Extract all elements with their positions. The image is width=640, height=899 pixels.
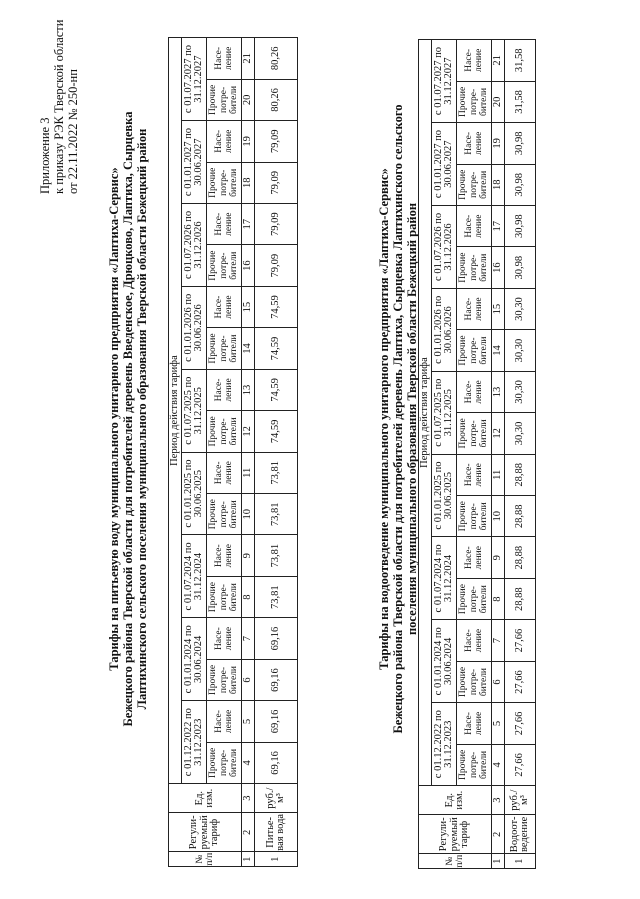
- table1-other-consumers-6: Прочие потре-бители: [207, 328, 242, 369]
- table1-colnum-10: 10: [242, 494, 255, 535]
- table2-data-row: [505, 40, 536, 869]
- table2-value-5: 28,88: [505, 578, 536, 619]
- table1-value-10: 74,59: [255, 369, 298, 410]
- table1-row-name: Питье-вая вода: [255, 813, 298, 852]
- table1-population-6: Насе-ление: [207, 286, 242, 327]
- table2-population-1: Насе-ление: [457, 703, 492, 744]
- table2-other-consumers-4: Прочие потре-бители: [457, 496, 492, 537]
- table1-value-8: 73,81: [255, 452, 298, 493]
- table1-row-num: 1: [255, 852, 298, 867]
- table1-value-11: 74,59: [255, 328, 298, 369]
- table1-colnum-11: 11: [242, 452, 255, 493]
- table2-period-7: с 01.07.2026 по 31.12.2026: [432, 206, 457, 289]
- table2-value-4: 27,66: [505, 620, 536, 661]
- table2-title-line-3: поселения муниципального образования Тверской области Бежецкий район: [404, 202, 419, 636]
- table2-value-8: 28,88: [505, 454, 536, 495]
- table2-other-consumers-3: Прочие потре-бители: [457, 578, 492, 619]
- table2-period-2: с 01.01.2024 по 30.06.2024: [432, 620, 457, 703]
- table2-colnum-row: [492, 40, 505, 869]
- table2-value-6: 28,88: [505, 537, 536, 578]
- table2-colnum-14: 14: [492, 330, 505, 371]
- table2-other-consumers-7: Прочие потре-бители: [457, 247, 492, 288]
- table1-other-consumers-3: Прочие потре-бители: [207, 576, 242, 617]
- table2-header-row-3: [457, 40, 492, 869]
- table2-col-tariff-header: Регули-руемый тариф: [419, 815, 492, 854]
- table1-period-3: с 01.07.2024 по 31.12.2024: [182, 535, 207, 618]
- table2-value-11: 30,30: [505, 330, 536, 371]
- table2-colnum-5: 5: [492, 703, 505, 744]
- table1-table: [168, 37, 298, 867]
- table2-colnum-9: 9: [492, 537, 505, 578]
- table2-value-13: 30,98: [505, 247, 536, 288]
- table1-period-6: с 01.01.2026 по 30.06.2026: [182, 286, 207, 369]
- table1-colnum-19: 19: [242, 121, 255, 162]
- table2-colnum-1: 1: [492, 854, 505, 869]
- table1-value-14: 79,09: [255, 204, 298, 245]
- table2-value-18: 31,58: [505, 40, 536, 82]
- table2-period-9: с 01.07.2027 по 31.12.2027: [432, 40, 457, 123]
- table2-value-16: 30,98: [505, 123, 536, 164]
- table2-title-line-2: Бежецкого района Тверской области для потребителей деревень Лаптиха, Сырцевка Лаптихинского сельского: [390, 104, 405, 734]
- table2-colnum-4: 4: [492, 744, 505, 785]
- table2-row-num: 1: [505, 854, 536, 869]
- table1-colnum-18: 18: [242, 162, 255, 203]
- table2-value-12: 30,30: [505, 288, 536, 329]
- table2-value-10: 30,30: [505, 371, 536, 412]
- table1-colnum-2: 2: [242, 813, 255, 852]
- table2-population-7: Насе-ление: [457, 206, 492, 247]
- table1-population-2: Насе-ление: [207, 618, 242, 659]
- table2-colnum-3: 3: [492, 786, 505, 815]
- table1-colnum-row: [242, 38, 255, 867]
- table2-period-header: Период действия тарифа: [419, 40, 432, 786]
- table2-header-row-1: [419, 40, 432, 869]
- table2-value-1: 27,66: [505, 744, 536, 785]
- table1-period-header: Период действия тарифа: [169, 38, 182, 784]
- table2-colnum-11: 11: [492, 454, 505, 495]
- table2-colnum-17: 17: [492, 206, 505, 247]
- appendix-line-3: от 22.11.2022 № 250-нп: [66, 69, 80, 194]
- table1-period-4: с 01.01.2025 по 30.06.2025: [182, 452, 207, 535]
- table1-colnum-17: 17: [242, 204, 255, 245]
- table1-period-7: с 01.07.2026 по 31.12.2026: [182, 204, 207, 287]
- table1-value-9: 74,59: [255, 411, 298, 452]
- table2-other-consumers-8: Прочие потре-бители: [457, 164, 492, 205]
- table2-colnum-8: 8: [492, 578, 505, 619]
- table1-other-consumers-5: Прочие потре-бители: [207, 411, 242, 452]
- table1-population-8: Насе-ление: [207, 121, 242, 162]
- table1-title: [108, 19, 149, 819]
- table1-header-row-2: [182, 38, 207, 867]
- table1-row-unit: руб./м³: [255, 784, 298, 813]
- table2-colnum-21: 21: [492, 40, 505, 82]
- table2-value-2: 27,66: [505, 703, 536, 744]
- appendix-line-2: к приказу РЭК Тверской области: [52, 19, 66, 194]
- table2-value-7: 28,88: [505, 496, 536, 537]
- table1-value-6: 73,81: [255, 535, 298, 576]
- appendix-block: [38, 20, 80, 194]
- table2-value-3: 27,66: [505, 661, 536, 702]
- table2-period-4: с 01.01.2025 по 30.06.2025: [432, 454, 457, 537]
- table2-colnum-6: 6: [492, 661, 505, 702]
- table1-population-1: Насе-ление: [207, 701, 242, 742]
- appendix-line-1: Приложение 3: [38, 117, 52, 194]
- table1-population-4: Насе-ление: [207, 452, 242, 493]
- table1-value-5: 73,81: [255, 576, 298, 617]
- table2-population-5: Насе-ление: [457, 371, 492, 412]
- table2-period-3: с 01.07.2024 по 31.12.2024: [432, 537, 457, 620]
- table1-title-line-2: Бежецкого района Тверской области для потребителей деревень Введенское, Дрюцково, Лаптиха, Сырцевка: [120, 111, 135, 727]
- table1-other-consumers-7: Прочие потре-бители: [207, 245, 242, 286]
- table1-title-line-3: Лаптихинского сельского поселения муниципального образования Тверской области Бежецкий район: [134, 128, 149, 710]
- table2-other-consumers-1: Прочие потре-бители: [457, 744, 492, 785]
- table2-period-8: с 01.01.2027 по 30.06.2027: [432, 123, 457, 206]
- table2-colnum-18: 18: [492, 164, 505, 205]
- table1-other-consumers-1: Прочие потре-бители: [207, 742, 242, 783]
- table2-value-15: 30,98: [505, 164, 536, 205]
- table2-colnum-13: 13: [492, 371, 505, 412]
- table1-colnum-20: 20: [242, 79, 255, 120]
- table2-colnum-2: 2: [492, 815, 505, 854]
- table2-population-2: Насе-ление: [457, 620, 492, 661]
- table1-colnum-4: 4: [242, 742, 255, 783]
- table1-other-consumers-8: Прочие потре-бители: [207, 162, 242, 203]
- table1-data-row: [255, 38, 298, 867]
- table1-col-tariff-header: Регули-руемый тариф: [169, 813, 242, 852]
- table1-colnum-6: 6: [242, 659, 255, 700]
- table2-population-8: Насе-ление: [457, 123, 492, 164]
- table1-colnum-5: 5: [242, 701, 255, 742]
- table1-period-9: с 01.07.2027 по 31.12.2027: [182, 38, 207, 121]
- table1-population-3: Насе-ление: [207, 535, 242, 576]
- table1-colnum-3: 3: [242, 784, 255, 813]
- table2-row-unit: руб./м³: [505, 786, 536, 815]
- table1-value-16: 79,09: [255, 121, 298, 162]
- table1-colnum-7: 7: [242, 618, 255, 659]
- table2-colnum-10: 10: [492, 496, 505, 537]
- table1-population-7: Насе-ление: [207, 204, 242, 245]
- table2-other-consumers-9: Прочие потре-бители: [457, 81, 492, 122]
- table1-value-15: 79,09: [255, 162, 298, 203]
- table2-colnum-19: 19: [492, 123, 505, 164]
- table2-period-6: с 01.01.2026 по 30.06.2026: [432, 288, 457, 371]
- table2-period-1: с 01.12.2022 по 31.12.2023: [432, 703, 457, 786]
- table2-colnum-7: 7: [492, 620, 505, 661]
- table1-colnum-21: 21: [242, 38, 255, 80]
- table1-value-12: 74,59: [255, 286, 298, 327]
- table1-colnum-12: 12: [242, 411, 255, 452]
- table2-colnum-20: 20: [492, 81, 505, 122]
- table2-title: [378, 19, 419, 819]
- table1-other-consumers-9: Прочие потре-бители: [207, 79, 242, 120]
- table1-value-17: 80,26: [255, 79, 298, 120]
- table2-population-9: Насе-ление: [457, 40, 492, 82]
- table1-col-unit-header: Ед. изм.: [169, 784, 242, 813]
- table2-period-5: с 01.07.2025 по 31.12.2025: [432, 371, 457, 454]
- table2-col-unit-header: Ед. изм.: [419, 786, 492, 815]
- table1-colnum-9: 9: [242, 535, 255, 576]
- table2-table: [418, 39, 536, 869]
- table1-value-7: 73,81: [255, 494, 298, 535]
- table1-period-2: с 01.01.2024 по 30.06.2024: [182, 618, 207, 701]
- table1-population-9: Насе-ление: [207, 38, 242, 80]
- table1-value-2: 69,16: [255, 701, 298, 742]
- table1-col-num-header: № п/п: [169, 852, 242, 867]
- table2-value-9: 30,30: [505, 413, 536, 454]
- table2-other-consumers-5: Прочие потре-бители: [457, 413, 492, 454]
- table1-colnum-16: 16: [242, 245, 255, 286]
- table1-period-1: с 01.12.2022 по 31.12.2023: [182, 701, 207, 784]
- table2-title-line-1: Тарифы на водоотведение муниципального унитарного предприятия «Лаптиха-Сервис»: [377, 168, 391, 670]
- table1-colnum-8: 8: [242, 576, 255, 617]
- table1-population-5: Насе-ление: [207, 369, 242, 410]
- table2-colnum-16: 16: [492, 247, 505, 288]
- table1-value-18: 80,26: [255, 38, 298, 80]
- table2-other-consumers-6: Прочие потре-бители: [457, 330, 492, 371]
- table1-header-row-1: [169, 38, 182, 867]
- table2-colnum-12: 12: [492, 413, 505, 454]
- table1-colnum-13: 13: [242, 369, 255, 410]
- table2-row-name: Водоот-ведение: [505, 815, 536, 854]
- table1-colnum-15: 15: [242, 286, 255, 327]
- table2-population-6: Насе-ление: [457, 288, 492, 329]
- table1-other-consumers-4: Прочие потре-бители: [207, 494, 242, 535]
- table2-value-14: 30,98: [505, 206, 536, 247]
- table1-value-3: 69,16: [255, 659, 298, 700]
- table2-value-17: 31,58: [505, 81, 536, 122]
- table2-population-3: Насе-ление: [457, 537, 492, 578]
- table1-header-row-3: [207, 38, 242, 867]
- table1-colnum-14: 14: [242, 328, 255, 369]
- table1-value-4: 69,16: [255, 618, 298, 659]
- table2-other-consumers-2: Прочие потре-бители: [457, 661, 492, 702]
- table2-population-4: Насе-ление: [457, 454, 492, 495]
- table1-period-8: с 01.01.2027 по 30.06.2027: [182, 121, 207, 204]
- table1-value-1: 69,16: [255, 742, 298, 783]
- table1-title-line-1: Тарифы на питьевую воду муниципального унитарного предприятия «Лаптиха-Сервис»: [107, 167, 121, 671]
- table1-colnum-1: 1: [242, 852, 255, 867]
- table2-header-row-2: [432, 40, 457, 869]
- table1-period-5: с 01.07.2025 по 31.12.2025: [182, 369, 207, 452]
- table2-colnum-15: 15: [492, 288, 505, 329]
- table1-other-consumers-2: Прочие потре-бители: [207, 659, 242, 700]
- table1-value-13: 79,09: [255, 245, 298, 286]
- table2-col-num-header: № п/п: [419, 854, 492, 869]
